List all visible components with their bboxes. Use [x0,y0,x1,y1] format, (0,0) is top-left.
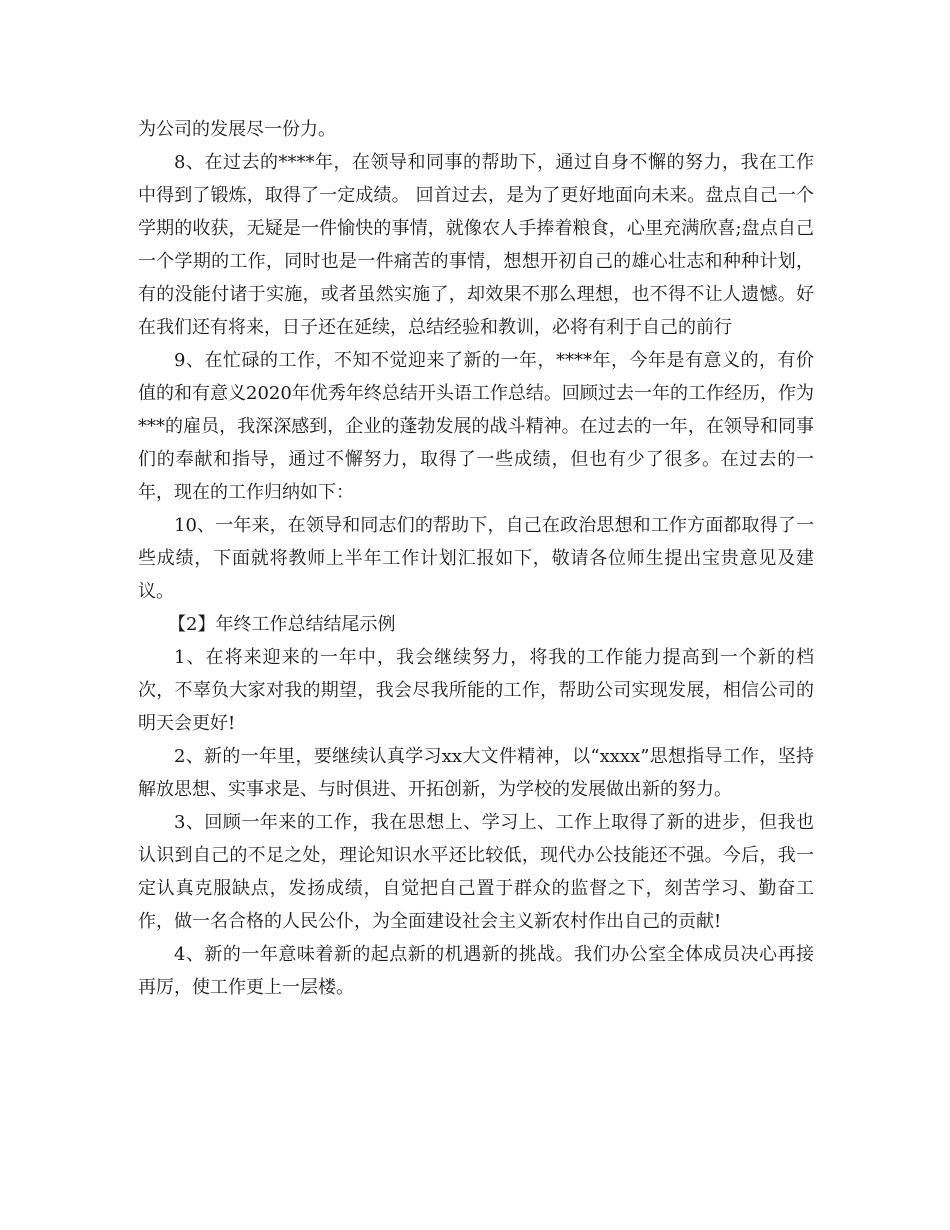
paragraph-item-10: 10、一年来，在领导和同志们的帮助下，自己在政治思想和工作方面都取得了一些成绩，下面就将教师上半年工作计划汇报如下，敬请各位师生提出宝贵意见及建议。 [138,515,814,602]
section-heading: 【2】年终工作总结结尾示例 [168,614,396,635]
paragraph-ending-3: 3、回顾一年来的工作，我在思想上、学习上、工作上取得了新的进步，但我也认识到自己的不足之处，理论知识水平还比较低，现代办公技能还不强。今后，我一定认真克服缺点，发扬成绩，自觉把自己置于群众的监督之下，刻苦学习、勤奋工作，做一名合格的人民公仆，为全面建设社会主义新农村作出自己的贡献! [138,812,814,932]
paragraph-item-9: 9、在忙碌的工作，不知不觉迎来了新的一年，****年，今年是有意义的，有价值的和有意义2020年优秀年终总结开头语工作总结。回顾过去一年的工作经历，作为***的雇员，我深深感到，企业的蓬勃发展的战斗精神。在过去的一年，在领导和同事们的奉献和指导，通过不懈努力，取得了一些成绩，但也有少了很多。在过去的一年，现在的工作归纳如下： [138,350,814,503]
paragraph-ending-2: 2、新的一年里，要继续认真学习xx大文件精神，以“xxxx”思想指导工作，坚持解放思想、实事求是、与时俱进、开拓创新，为学校的发展做出新的努力。 [138,746,814,800]
paragraph-ending-4: 4、新的一年意味着新的起点新的机遇新的挑战。我们办公室全体成员决心再接再厉，使工作更上一层楼。 [138,944,814,998]
document-page [138,113,814,1004]
paragraph-ending-1: 1、在将来迎来的一年中，我会继续努力，将我的工作能力提高到一个新的档次，不辜负大家对我的期望，我会尽我所能的工作，帮助公司实现发展，相信公司的明天会更好! [138,647,814,734]
paragraph-continuation: 为公司的发展尽一份力。 [138,119,336,140]
paragraph-item-8: 8、在过去的****年，在领导和同事的帮助下，通过自身不懈的努力，我在工作中得到了锻炼，取得了一定成绩。 回首过去，是为了更好地面向未来。盘点自己一个学期的收获，无疑是一件愉快的事情，就像农人手捧着粮食，心里充满欣喜;盘点自己一个学期的工作，同时也是一件痛苦的事情，想想开初自己的雄心壮志和种种计划，有的没能付诸于实施，或者虽然实施了，却效果不那么理想，也不得不让人遗憾。好在我们还有将来，日子还在延续，总结经验和教训，必将有利于自己的前行 [138,152,814,338]
